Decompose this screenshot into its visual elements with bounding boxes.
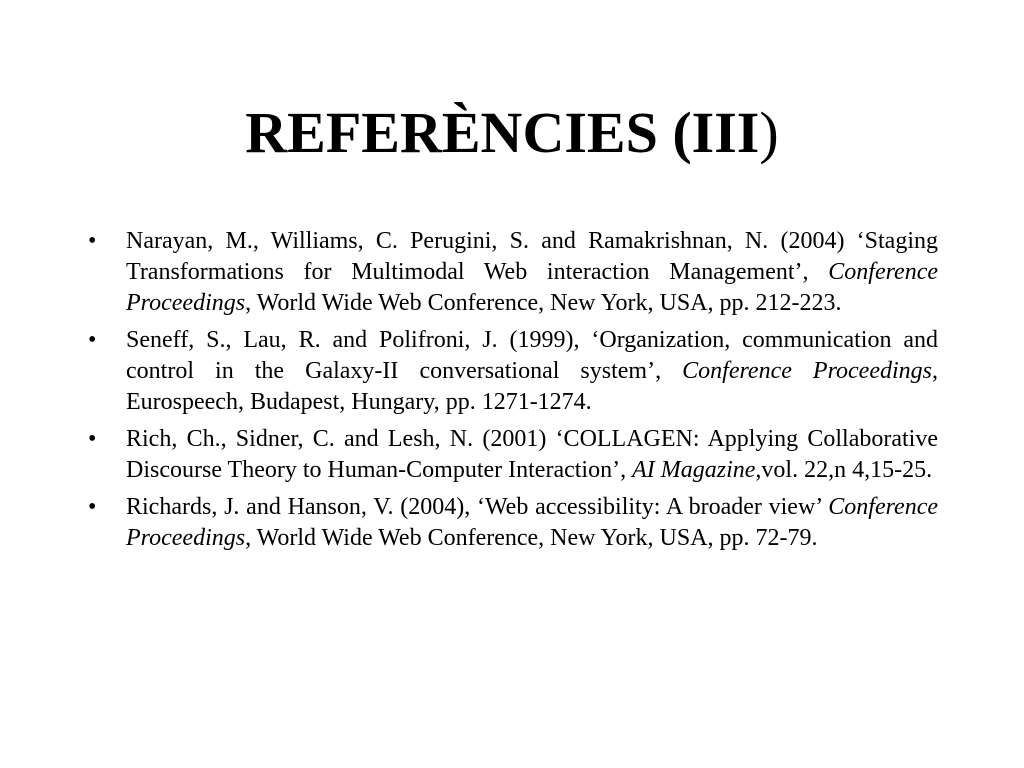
reference-text-main: Rich, Ch., Sidner, C. and Lesh, N. (2001) ‘COLLAGEN: Applying Collaborative Discourse Theory to Human-Computer Interaction’, xyxy=(126,426,938,483)
slide-title-text: REFERÈNCIES (III xyxy=(245,100,760,165)
reference-text-tail: , World Wide Web Conference, New York, USA, pp. 212-223. xyxy=(245,290,842,316)
reference-text-main: Narayan, M., Williams, C. Perugini, S. and Ramakrishnan, N. (2004) ‘Staging Transformations for Multimodal Web interaction Management’, xyxy=(126,228,938,285)
reference-text-tail: , Eurospeech, Budapest, Hungary, pp. 1271-1274. xyxy=(126,358,938,415)
reference-text-main: Seneff, S., Lau, R. and Polifroni, J. (1999), ‘Organization, communication and control in the Galaxy-II conversational system’, xyxy=(126,327,938,384)
reference-text xyxy=(126,228,938,316)
bullet-icon: • xyxy=(88,426,97,452)
reference-source-italic: Conference Proceedings xyxy=(682,358,932,384)
reference-text-tail: , World Wide Web Conference, New York, USA, pp. 72-79. xyxy=(245,525,818,551)
bullet-icon: • xyxy=(88,494,97,520)
reference-item xyxy=(88,424,938,486)
reference-item xyxy=(88,325,938,418)
reference-text-tail: ,vol. 22,n 4,15-25. xyxy=(755,457,933,483)
reference-item xyxy=(88,492,938,554)
slide-title-close-paren: ) xyxy=(759,100,779,165)
reference-source-italic: AI Magazine xyxy=(632,457,756,483)
bullet-icon: • xyxy=(88,228,97,254)
reference-text xyxy=(126,494,938,551)
reference-text xyxy=(126,426,938,483)
reference-text xyxy=(126,327,938,415)
reference-list xyxy=(88,226,938,560)
reference-source-italic: Conference Proceedings xyxy=(126,494,938,551)
reference-text-main: Richards, J. and Hanson, V. (2004), ‘Web accessibility: A broader view’ xyxy=(126,494,829,520)
bullet-icon: • xyxy=(88,327,97,353)
slide-title xyxy=(0,98,1024,168)
reference-source-italic: Conference Proceedings xyxy=(126,259,938,316)
reference-item xyxy=(88,226,938,319)
